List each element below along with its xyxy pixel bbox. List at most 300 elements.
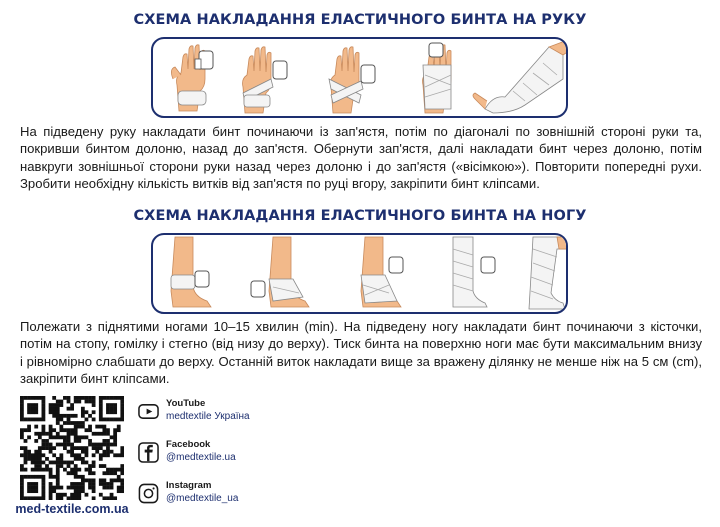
qr-module (120, 464, 124, 468)
qr-module (42, 461, 46, 465)
qr-module (20, 468, 24, 472)
qr-module (67, 396, 71, 400)
qr-module (59, 457, 63, 461)
qr-module (20, 407, 24, 411)
qr-module (56, 414, 60, 418)
qr-module (20, 482, 24, 486)
qr-module (56, 478, 60, 482)
qr-module (106, 450, 110, 454)
qr-module (85, 446, 89, 450)
qr-module (31, 457, 35, 461)
qr-module (92, 400, 96, 404)
qr-module (113, 439, 117, 443)
qr-module (49, 489, 53, 493)
qr-module (77, 396, 81, 400)
qr-module (38, 461, 42, 465)
qr-module (99, 457, 103, 461)
qr-module (77, 496, 81, 500)
social-name: YouTube (166, 398, 206, 409)
qr-module (52, 446, 56, 450)
qr-module (38, 475, 42, 479)
qr-module (42, 486, 46, 490)
qr-module (117, 475, 121, 479)
qr-module (110, 407, 114, 411)
qr-module (81, 478, 85, 482)
qr-module (31, 468, 35, 472)
qr-module (52, 453, 56, 457)
qr-module (56, 418, 60, 422)
qr-module (59, 461, 63, 465)
qr-module (85, 461, 89, 465)
qr-module (56, 482, 60, 486)
qr-module (92, 418, 96, 422)
qr-module (95, 443, 99, 447)
qr-module (120, 407, 124, 411)
qr-module (45, 446, 49, 450)
qr-module (63, 396, 67, 400)
qr-module (42, 446, 46, 450)
leg-instructions: Полежати з піднятими ногами 10–15 хвилин (min). На підведену ногу накладати бинт починаючи з кісточки, потім на стопу, гомілку і стегно (від низу до верху). Тиск бинта на поверхню ноги має бути максимальним внизу і рівномірно слабшати до верху. Останній виток накладати вище за враженy ділянку не менше ніж на 5 см (cm), закріпити бинт кліпсами. (20, 319, 702, 387)
qr-module (27, 453, 31, 457)
qr-module (45, 439, 49, 443)
qr-module (20, 403, 24, 407)
qr-module (24, 396, 28, 400)
qr-module (99, 453, 103, 457)
qr-module (56, 461, 60, 465)
qr-module (110, 478, 114, 482)
qr-module (117, 396, 121, 400)
qr-module (49, 486, 53, 490)
qr-module (120, 414, 124, 418)
qr-module (63, 446, 67, 450)
qr-module (27, 496, 31, 500)
arm-step-2-illustration (243, 47, 288, 113)
qr-module (92, 453, 96, 457)
qr-module (92, 446, 96, 450)
qr-module (52, 435, 56, 439)
qr-module (49, 407, 53, 411)
qr-module (27, 475, 31, 479)
qr-module (77, 446, 81, 450)
qr-module (81, 475, 85, 479)
qr-module (110, 403, 114, 407)
qr-module (74, 464, 78, 468)
qr-module (42, 418, 46, 422)
qr-module (120, 418, 124, 422)
qr-module (34, 396, 38, 400)
qr-module (102, 453, 106, 457)
qr-module (24, 418, 28, 422)
qr-module (77, 489, 81, 493)
qr-module (38, 457, 42, 461)
arm-step-3-illustration (329, 47, 375, 113)
qr-module (27, 403, 31, 407)
qr-module (49, 493, 53, 497)
qr-module (74, 396, 78, 400)
qr-module (74, 414, 78, 418)
qr-module (31, 461, 35, 465)
qr-module (34, 453, 38, 457)
arm-step-1-illustration (171, 45, 213, 111)
qr-module (42, 496, 46, 500)
qr-module (70, 453, 74, 457)
qr-module (92, 496, 96, 500)
qr-module (31, 475, 35, 479)
qr-module (20, 478, 24, 482)
qr-module (99, 482, 103, 486)
qr-module (27, 482, 31, 486)
qr-module (52, 475, 56, 479)
qr-module (81, 407, 85, 411)
qr-module (106, 418, 110, 422)
qr-module (52, 486, 56, 490)
qr-module (34, 482, 38, 486)
qr-module (99, 464, 103, 468)
qr-module (34, 486, 38, 490)
qr-module (110, 410, 114, 414)
qr-module (92, 478, 96, 482)
qr-module (74, 496, 78, 500)
qr-module (110, 435, 114, 439)
qr-module (59, 428, 63, 432)
qr-module (56, 457, 60, 461)
qr-module (110, 450, 114, 454)
qr-module (110, 468, 114, 472)
qr-module (113, 468, 117, 472)
qr-module (88, 468, 92, 472)
qr-module (102, 486, 106, 490)
qr-module (92, 410, 96, 414)
qr-module (110, 396, 114, 400)
qr-module (92, 471, 96, 475)
qr-module (20, 400, 24, 404)
qr-module (34, 425, 38, 429)
qr-module (38, 496, 42, 500)
qr-module (88, 478, 92, 482)
qr-module (63, 439, 67, 443)
qr-module (59, 443, 63, 447)
qr-module (99, 446, 103, 450)
qr-module (92, 403, 96, 407)
qr-module (45, 432, 49, 436)
qr-module (20, 464, 24, 468)
qr-module (74, 446, 78, 450)
qr-module (88, 471, 92, 475)
qr-module (113, 403, 117, 407)
qr-module (45, 464, 49, 468)
qr-module (31, 489, 35, 493)
qr-module (120, 396, 124, 400)
qr-module (99, 400, 103, 404)
qr-module (99, 414, 103, 418)
qr-module (106, 443, 110, 447)
qr-module (42, 407, 46, 411)
qr-module (106, 428, 110, 432)
qr-module (34, 496, 38, 500)
qr-module (110, 471, 114, 475)
qr-module (34, 418, 38, 422)
qr-module (45, 468, 49, 472)
qr-module (92, 464, 96, 468)
qr-module (34, 468, 38, 472)
qr-module (42, 396, 46, 400)
qr-module (113, 428, 117, 432)
qr-module (49, 468, 53, 472)
qr-module (88, 482, 92, 486)
website-link[interactable]: med-textile.com.ua (15, 502, 129, 516)
qr-module (102, 450, 106, 454)
qr-module (63, 435, 67, 439)
qr-module (99, 425, 103, 429)
qr-module (81, 410, 85, 414)
leg-section-title: СХЕМА НАКЛАДАННЯ ЕЛАСТИЧНОГО БИНТА НА НОГУ (133, 208, 587, 224)
facebook-icon (138, 442, 159, 463)
qr-module (67, 414, 71, 418)
qr-module (74, 471, 78, 475)
qr-module (56, 475, 60, 479)
qr-module (113, 418, 117, 422)
social-name: Facebook (166, 439, 211, 450)
qr-module (63, 421, 67, 425)
qr-module (27, 486, 31, 490)
qr-module (27, 396, 31, 400)
qr-module (20, 428, 24, 432)
qr-module (70, 407, 74, 411)
qr-module (38, 418, 42, 422)
qr-module (77, 482, 81, 486)
qr-module (31, 403, 35, 407)
qr-module (81, 414, 85, 418)
qr-module (120, 482, 124, 486)
qr-module (102, 478, 106, 482)
qr-module (49, 461, 53, 465)
qr-module (120, 471, 124, 475)
qr-module (74, 453, 78, 457)
qr-module (59, 486, 63, 490)
qr-module (67, 450, 71, 454)
qr-module (81, 482, 85, 486)
qr-module (59, 425, 63, 429)
qr-module (56, 435, 60, 439)
qr-module (110, 418, 114, 422)
qr-module (102, 439, 106, 443)
qr-module (20, 432, 24, 436)
qr-module (70, 486, 74, 490)
qr-module (120, 403, 124, 407)
qr-module (63, 443, 67, 447)
qr-module (85, 450, 89, 454)
qr-module (67, 464, 71, 468)
qr-module (110, 482, 114, 486)
qr-module (117, 486, 121, 490)
qr-module (77, 475, 81, 479)
qr-module (38, 446, 42, 450)
qr-module (42, 425, 46, 429)
qr-module (42, 478, 46, 482)
qr-module (117, 478, 121, 482)
qr-module (42, 468, 46, 472)
qr-module (110, 443, 114, 447)
qr-module (67, 400, 71, 404)
qr-module (74, 489, 78, 493)
qr-module (59, 435, 63, 439)
qr-module (99, 418, 103, 422)
qr-module (20, 446, 24, 450)
qr-module (99, 443, 103, 447)
qr-module (70, 443, 74, 447)
qr-module (20, 396, 24, 400)
arm-instructions: На підведену руку накладати бинт починаючи із зап'ястя, потім по діагоналі по зовнішній стороні руки та, покривши бинтом долоню, назад до зап'ястя. Обернути зап'ястя, далі накладати бинт через долоню, потім навкруги зовнішньої сторони руки назад через долоню і до зап'ястя («вісімкою»). Повторити попередні рухи. Зробити необхідну кількість витків від зап'ястя по руці вгору, закріпити бинт кліпсами. (20, 124, 702, 192)
social-handle: medtextile Україна (166, 411, 250, 422)
qr-module (102, 396, 106, 400)
qr-module (74, 486, 78, 490)
qr-module (99, 407, 103, 411)
qr-module (24, 428, 28, 432)
leg-step-5-illustration (529, 237, 568, 309)
qr-module (77, 453, 81, 457)
qr-module (24, 457, 28, 461)
qr-module (117, 489, 121, 493)
qr-module (42, 432, 46, 436)
qr-module (67, 461, 71, 465)
qr-module (56, 400, 60, 404)
leg-illustration-frame (151, 233, 568, 314)
qr-module (38, 450, 42, 454)
social-handle: @medtextile.ua (166, 452, 236, 463)
qr-module (81, 486, 85, 490)
qr-module (27, 410, 31, 414)
qr-module (70, 471, 74, 475)
qr-module (99, 478, 103, 482)
qr-module (20, 435, 24, 439)
qr-module (113, 496, 117, 500)
arm-step-5-illustration (473, 41, 568, 113)
qr-module (34, 403, 38, 407)
qr-module (42, 482, 46, 486)
qr-module (56, 432, 60, 436)
qr-module (106, 482, 110, 486)
qr-module (27, 457, 31, 461)
qr-module (49, 496, 53, 500)
qr-module (38, 464, 42, 468)
qr-module (81, 450, 85, 454)
arm-illustration-frame (151, 37, 568, 118)
qr-module (106, 453, 110, 457)
qr-module (77, 400, 81, 404)
qr-module (34, 489, 38, 493)
qr-module (120, 446, 124, 450)
qr-module (31, 486, 35, 490)
qr-module (113, 432, 117, 436)
qr-code[interactable] (20, 396, 124, 500)
qr-module (85, 478, 89, 482)
qr-module (67, 496, 71, 500)
qr-module (67, 407, 71, 411)
qr-module (120, 468, 124, 472)
qr-module (95, 425, 99, 429)
facebook-link[interactable] (138, 439, 338, 469)
qr-module (27, 435, 31, 439)
qr-module (67, 471, 71, 475)
qr-module (110, 486, 114, 490)
qr-module (74, 457, 78, 461)
qr-module (49, 450, 53, 454)
qr-module (102, 425, 106, 429)
qr-module (77, 421, 81, 425)
qr-module (52, 414, 56, 418)
qr-module (85, 418, 89, 422)
qr-module (106, 407, 110, 411)
qr-module (42, 443, 46, 447)
qr-module (120, 410, 124, 414)
qr-module (24, 450, 28, 454)
qr-module (113, 396, 117, 400)
qr-module (49, 435, 53, 439)
qr-module (34, 410, 38, 414)
qr-module (117, 425, 121, 429)
qr-module (42, 493, 46, 497)
qr-module (59, 464, 63, 468)
instagram-link[interactable] (138, 480, 338, 510)
qr-module (99, 403, 103, 407)
qr-module (88, 428, 92, 432)
qr-module (70, 496, 74, 500)
qr-module (81, 425, 85, 429)
qr-module (113, 453, 117, 457)
qr-module (59, 403, 63, 407)
qr-module (24, 468, 28, 472)
qr-module (59, 400, 63, 404)
qr-module (45, 443, 49, 447)
qr-module (77, 439, 81, 443)
qr-module (42, 453, 46, 457)
qr-module (42, 475, 46, 479)
qr-module (20, 493, 24, 497)
qr-module (88, 443, 92, 447)
qr-module (56, 464, 60, 468)
qr-module (49, 428, 53, 432)
qr-module (20, 414, 24, 418)
qr-module (56, 403, 60, 407)
qr-module (63, 493, 67, 497)
qr-module (67, 439, 71, 443)
qr-module (24, 439, 28, 443)
qr-module (42, 414, 46, 418)
qr-module (34, 407, 38, 411)
qr-module (38, 468, 42, 472)
qr-module (81, 489, 85, 493)
qr-module (85, 435, 89, 439)
qr-module (56, 468, 60, 472)
qr-module (113, 443, 117, 447)
qr-module (102, 418, 106, 422)
qr-module (106, 468, 110, 472)
youtube-link[interactable] (138, 398, 338, 428)
qr-module (77, 457, 81, 461)
qr-module (70, 403, 74, 407)
qr-module (117, 418, 121, 422)
qr-module (38, 435, 42, 439)
qr-module (34, 450, 38, 454)
qr-module (106, 471, 110, 475)
qr-module (99, 410, 103, 414)
qr-module (34, 439, 38, 443)
qr-module (59, 418, 63, 422)
qr-module (120, 489, 124, 493)
qr-module (67, 443, 71, 447)
qr-module (81, 435, 85, 439)
qr-module (38, 432, 42, 436)
